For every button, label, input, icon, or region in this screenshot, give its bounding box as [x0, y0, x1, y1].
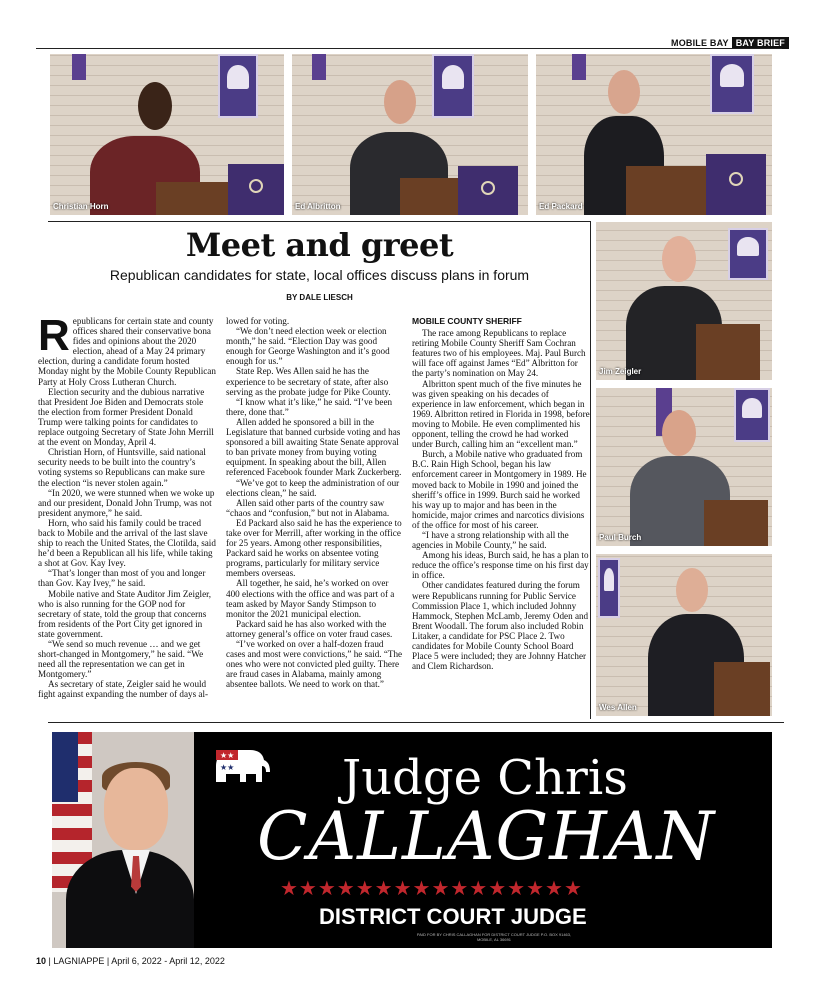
- ad-divider: [48, 722, 784, 723]
- masthead-section: MOBILE BAY: [671, 38, 729, 48]
- paragraph: epublicans for certain state and county offices shared their conservative bona fides and opinions about the 2020 election, ahead of a May 24 primary election, during a candidate forum hosted Monday night by the Mobile County Republican Party at Holy Cross Lutheran Church.: [38, 316, 216, 387]
- article-column-2: [226, 316, 404, 689]
- photo-caption: Ed Albritton: [295, 202, 341, 211]
- paragraph: “We send so much revenue … and we get short-changed in Montgomery,” he said. “We need all the representation we can get in Montgomery.”: [38, 639, 204, 680]
- ad-office: DISTRICT COURT JUDGE: [319, 904, 587, 929]
- photo-caption: Wes Allen: [599, 703, 637, 712]
- article-column-1: [38, 311, 216, 700]
- republican-elephant-icon: [210, 742, 272, 792]
- paragraph: “We’ve got to keep the administration of our elections clean,” he said.: [226, 477, 400, 498]
- paragraph: State Rep. Wes Allen said he has the experience to be secretary of state, after also serving as the probate judge for Pike County.: [226, 366, 391, 397]
- paragraph: “I’ve worked on over a half-dozen fraud cases and most were convictions,” he said. “The ones who were not convicted pled guilty. There are fraud cases in Alabama, mainly among absentee ballots. We need to work on that.”: [226, 639, 403, 690]
- photo-caption: Paul Burch: [599, 533, 642, 542]
- paragraph: “That’s longer than most of you and longer than Gov. Kay Ivey,” he said.: [38, 568, 206, 589]
- paragraph: Packard said he has also worked with the attorney general’s office on voter fraud cases.: [226, 618, 393, 639]
- paragraph: Horn, who said his family could be traced back to Mobile and the arrival of the last slave ship to reach the United States, the Clotilda, said he’d been a Republican all his life, while taking a shot at Gov. Kay Ivey.: [38, 517, 216, 569]
- svg-text:★★: ★★: [220, 751, 235, 760]
- paragraph: “We don’t need election week or election month,” he said. “Election Day was good enough for George Washington and it’s good enough for us.”: [226, 326, 390, 367]
- paragraph: Christian Horn, of Huntsville, said national security needs to be built into the country’s voting systems so Republicans can make sure the election “is never stolen again.”: [38, 447, 206, 488]
- paragraph: All together, he said, he’s worked on over 400 elections with the office and was part of a team asked by Mayor Sandy Stimpson to monitor the 2021 municipal election.: [226, 578, 395, 619]
- byline: BY DALE LIESCH: [286, 293, 353, 302]
- page-footer: 10 | LAGNIAPPE | April 6, 2022 - April 12, 2022: [36, 956, 225, 966]
- top-rule: [36, 48, 782, 49]
- paragraph: Mobile native and State Auditor Jim Zeigler, who is also running for the GOP nod for secretary of state, told the group that concerns from residents of the Port City get ignored in state government.: [38, 588, 212, 639]
- publication-name: LAGNIAPPE: [53, 956, 105, 966]
- section-subhead: MOBILE COUNTY SHERIFF: [412, 316, 522, 326]
- paragraph: “I know what it’s like,” he said. “I’ve been there, done that.”: [226, 396, 393, 417]
- article-column-3: [412, 316, 590, 671]
- paragraph: Among his ideas, Burch said, he has a plan to reduce the office’s response time on his first day in office.: [412, 550, 589, 581]
- paragraph: “In 2020, we were stunned when we woke up and our president, Donald John Trump, was not president anymore,” he said.: [38, 487, 215, 518]
- masthead-label: BAY BRIEF: [732, 37, 789, 49]
- paragraph: Albritton spent much of the five minutes he was given speaking on his decades of experience in law enforcement, which began in 1969. Albritton retired in Florida in 1998, before moving to Mobile. He even complimented his opponent, telling the crowd he had worked under Burch, calling him an “excellent man.”: [412, 378, 590, 450]
- photo-caption: Jim Zeigler: [599, 367, 642, 376]
- ad-name-line-2: CALLAGHAN: [257, 798, 716, 875]
- photo-caption: Ed Packard: [539, 202, 583, 211]
- photo-ed-packard: [536, 54, 772, 215]
- photo-christian-horn: [50, 54, 284, 215]
- paragraph: Allen said other parts of the country saw “chaos and “confusion,” but not in Alabama.: [226, 497, 390, 518]
- paragraph: Allen added he sponsored a bill in the Legislature that banned curbside voting and has sponsored a bill awaiting State Senate approval to ban private money from buying voting equipment. In speaking about the bill, Allen referenced Facebook founder Mark Zuckerberg.: [226, 416, 402, 478]
- paragraph: lowed for voting.: [226, 316, 290, 326]
- paragraph: Other candidates featured during the forum were Republicans running for Public Service Commission Place 1, which included Johnny Hammock, Stephen McLamb, Jeremy Oden and Brent Woodall. The forum also included Robin Litaker, a candidate for PSC Place 2. Two candidates for Mobile County School Board Place 5 were included; they are Johnny Hatcher and Clem Richardson.: [412, 580, 589, 672]
- svg-text:★★: ★★: [220, 763, 235, 772]
- photo-paul-burch: [596, 388, 772, 546]
- page-number: 10: [36, 956, 47, 966]
- paragraph: Burch, a Mobile native who graduated from B.C. Rain High School, began his law enforcement career in Montgomery in 1989. He moved back to Mobile in 1990 and joined the sheriff’s office in 1999. Burch said he worked his way up to major and has been in the homicide, major crimes and narcotics divisions of the office for most of his career.: [412, 449, 587, 530]
- candidate-portrait: [52, 732, 194, 948]
- photo-wes-allen: [596, 554, 772, 716]
- dropcap: R: [38, 311, 70, 360]
- photo-jim-zeigler: [596, 222, 772, 380]
- issue-dates: April 6, 2022 - April 12, 2022: [111, 956, 225, 966]
- ad-name-line-1: Judge Chris: [342, 750, 628, 806]
- paragraph: “I have a strong relationship with all the agencies in Mobile County,” he said.: [412, 529, 569, 551]
- photo-ed-albritton: [292, 54, 528, 215]
- paragraph: As secretary of state, Zeigler said he would fight against expanding the number of days al-: [38, 679, 209, 700]
- campaign-ad: [52, 732, 772, 948]
- ad-stars: ★★★★★★★★★★★★★★★★: [280, 878, 583, 900]
- photo-caption: Christian Horn: [53, 202, 109, 211]
- paragraph: Ed Packard also said he has the experience to take over for Merrill, after working in the office for 25 years. Among other responsibilities, Packard said he works on absentee voting programs, particularly for military service members overseas.: [226, 517, 402, 579]
- ad-paid-for: PAID FOR BY CHRIS CALLAGHAN FOR DISTRICT COURT JUDGE P.O. BOX 91463, MOBILE, AL 36691: [416, 932, 572, 942]
- dek: Republican candidates for state, local offices discuss plans in forum: [109, 267, 530, 283]
- article-box-top-rule: [48, 221, 591, 222]
- paragraph: The race among Republicans to replace retiring Mobile County Sheriff Sam Cochran features two of his employees. Maj. Paul Burch will face off against James “Ed” Albritton for the party’s nomination on May 24.: [412, 328, 586, 379]
- paragraph: Election security and the dubious narrative that President Joe Biden and Democrats stole the election from former President Donald Trump were talking points for candidates to replace outgoing Secretary of State John Merrill at the event on Monday, April 4.: [38, 386, 214, 448]
- headline: Meet and greet: [185, 226, 454, 264]
